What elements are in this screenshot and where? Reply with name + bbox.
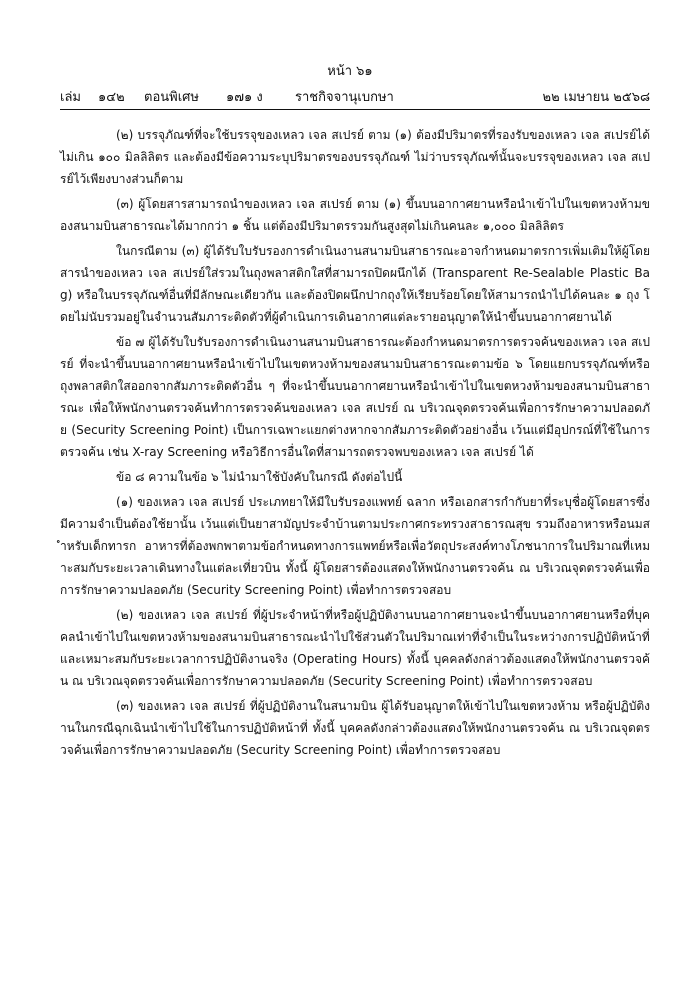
- publication-date: ๒๒ เมษายน ๒๕๖๘: [542, 90, 650, 105]
- issue-number: ๑๗๑ ง: [226, 90, 263, 105]
- volume-label: เล่ม: [60, 90, 81, 105]
- paragraph-8-3: (๓) ของเหลว เจล สเปรย์ ที่ผู้ปฏิบัติงานในสนามบิน ผู้ได้รับอนุญาตให้เข้าไปในเขตหวงห้าม หรือผู้ปฏิบัติงานในกรณีฉุกเฉินนำเข้าไปใช้ในการปฏิบัติหน้าที่ ทั้งนี้ บุคคลดังกล่าวต้องแสดงให้พนักงานตรวจค้น ณ บริเวณจุดตรวจค้นเพื่อการรักษาความปลอดภัย (Security Screening Point) เพื่อทำการตรวจสอบ: [60, 699, 650, 757]
- paragraph-6-3-additional-measures: ในกรณีตาม (๓) ผู้ได้รับใบรับรองการดำเนินงานสนามบินสาธารณะอาจกำหนดมาตรการเพิ่มเติมให้ผู้โดยสารนำของเหลว เจล สเปรย์ใส่รวมในถุงพลาสติกใสที่สามารถปิดผนึกได้ (Transparent Re-Sealable Plastic Bag) หรือในบรรจุภัณฑ์อื่นที่มีลักษณะเดียวกัน และต้องปิดผนึกปากถุงให้เรียบร้อยโดยให้สามารถนำไปได้คนละ ๑ ถุง โดยไม่นับรวมอยู่ในจำนวนสัมภาระติดตัวที่ผู้ดำเนินการเดินอากาศแต่ละรายอนุญาตให้นำขึ้นบนอากาศยานได้: [60, 244, 650, 324]
- volume-number: ๑๔๒: [98, 90, 125, 105]
- document-body: [60, 124, 650, 764]
- gazette-header: [60, 90, 650, 108]
- clause-8: ข้อ ๘ ความในข้อ ๖ ไม่นำมาใช้บังคับในกรณี ดังต่อไปนี้: [116, 470, 403, 484]
- header-divider: [60, 109, 650, 110]
- paragraph-6-3: (๓) ผู้โดยสารสามารถนำของเหลว เจล สเปรย์ ตาม (๑) ขึ้นบนอากาศยานหรือนำเข้าไปในเขตหวงห้ามของสนามบินสาธารณะได้มากกว่า ๑ ชิ้น แต่ต้องมีปริมาตรรวมกันสูงสุดไม่เกินคนละ ๑,๐๐๐ มิลลิลิตร: [60, 197, 650, 233]
- paragraph-8-2: (๒) ของเหลว เจล สเปรย์ ที่ผู้ประจำหน้าที่หรือผู้ปฏิบัติงานบนอากาศยานจะนำขึ้นบนอากาศยานหรือที่บุคคลนำเข้าไปในเขตหวงห้ามของสนามบินสาธารณะนำไปใช้ส่วนตัวในปริมาณเท่าที่จำเป็นในระหว่างการปฏิบัติหน้าที่และเหมาะสมกับระยะเวลาการปฏิบัติงานจริง (Operating Hours) ทั้งนี้ บุคคลดังกล่าวต้องแสดงให้พนักงานตรวจค้น ณ บริเวณจุดตรวจค้นเพื่อการรักษาความปลอดภัย (Security Screening Point) เพื่อทำการตรวจสอบ: [60, 608, 650, 688]
- page-number: หน้า ๖๑: [327, 64, 373, 79]
- gazette-name: ราชกิจจานุเบกษา: [295, 90, 394, 105]
- clause-7: ข้อ ๗ ผู้ได้รับใบรับรองการดำเนินงานสนามบินสาธารณะต้องกำหนดมาตรการตรวจค้นของเหลว เจล สเปรย์ ที่จะนำขึ้นบนอากาศยานหรือนำเข้าไปในเขตหวงห้ามของสนามบินสาธารณะตามข้อ ๖ โดยแยกบรรจุภัณฑ์หรือถุงพลาสติกใสออกจากสัมภาระติดตัวอื่น ๆ ที่จะนำขึ้นบนอากาศยานหรือนำเข้าไปในเขตหวงห้ามของสนามบินสาธารณะ เพื่อให้พนักงานตรวจค้นทำการตรวจค้นของเหลว เจล สเปรย์ ณ บริเวณจุดตรวจค้นเพื่อการรักษาความปลอดภัย (Security Screening Point) เป็นการเฉพาะแยกต่างหากจากสัมภาระติดตัวอย่างอื่น เว้นแต่มีอุปกรณ์ที่ใช้ในการตรวจค้น เช่น X-ray Screening หรือวิธีการอื่นใดที่สามารถตรวจพบของเหลว เจล สเปรย์ ได้: [60, 335, 650, 459]
- issue-label: ตอนพิเศษ: [144, 90, 199, 105]
- paragraph-6-2: (๒) บรรจุภัณฑ์ที่จะใช้บรรจุของเหลว เจล สเปรย์ ตาม (๑) ต้องมีปริมาตรที่รองรับของเหลว เจล สเปรย์ได้ไม่เกิน ๑๐๐ มิลลิลิตร และต้องมีข้อความระบุปริมาตรของบรรจุภัณฑ์ ไม่ว่าบรรจุภัณฑ์นั้นจะบรรจุของเหลว เจล สเปรย์ไว้เพียงบางส่วนก็ตาม: [60, 128, 650, 186]
- paragraph-8-1: (๑) ของเหลว เจล สเปรย์ ประเภทยาให้มีใบรับรองแพทย์ ฉลาก หรือเอกสารกำกับยาที่ระบุชื่อผู้โดยสารซึ่งมีความจำเป็นต้องใช้ยานั้น เว้นแต่เป็นยาสามัญประจำบ้านตามประกาศกระทรวงสาธารณสุข รวมถึงอาหารหรือนมสำหรับเด็กทารก อาหารที่ต้องพกพาตามข้อกำหนดทางการแพทย์หรือเพื่อวัตถุประสงค์ทางโภชนาการในปริมาณที่เหมาะสมกับระยะเวลาเดินทางในแต่ละเที่ยวบิน ทั้งนี้ ผู้โดยสารต้องแสดงให้พนักงานตรวจค้น ณ บริเวณจุดตรวจค้นเพื่อการรักษาความปลอดภัย (Security Screening Point) เพื่อทำการตรวจสอบ: [60, 495, 650, 597]
